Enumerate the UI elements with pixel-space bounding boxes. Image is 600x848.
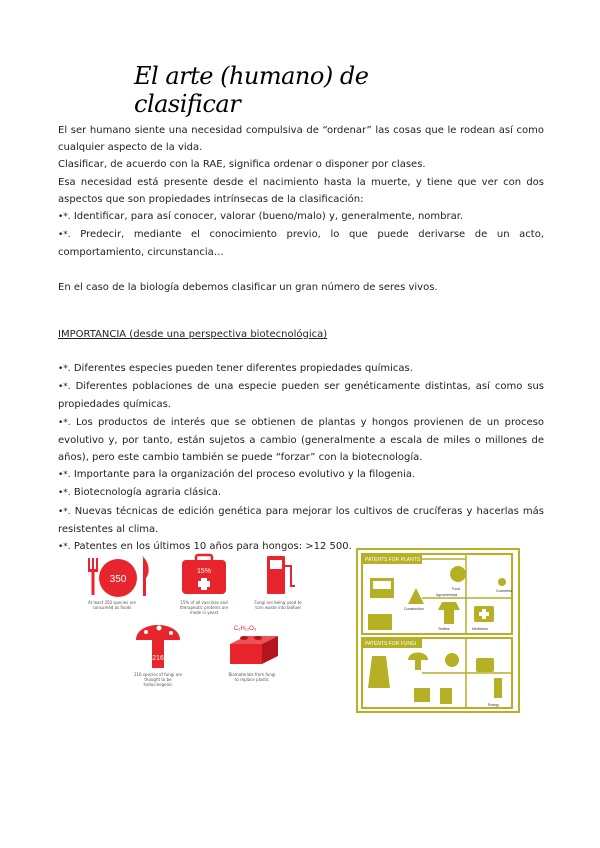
part-label: Agrochemical xyxy=(436,593,458,597)
mushroom-icon xyxy=(408,653,428,661)
plate-icon xyxy=(450,566,466,582)
part-label: Cosmetics xyxy=(496,589,513,593)
list-item: •*. Los productos de interés que se obtienen de plantas y hongos provienen de un proceso evolutivo y, por tanto, están sujetos a cambio (generalmente a escala de miles o millones de años), pero este cambio también se puede “forzar” con la biotecnología. xyxy=(58,416,545,464)
document-body xyxy=(58,122,544,556)
microscope-icon xyxy=(368,656,390,688)
list-item: •*. Biotecnología agraria clásica. xyxy=(58,487,222,499)
caption: At least 350 species are consumed as foods xyxy=(87,600,137,610)
kit-value: 15% xyxy=(196,568,212,575)
list-item: •*. Diferentes especies pueden tener diferentes propiedades químicas. xyxy=(58,363,413,375)
paragraph: Esa necesidad está presente desde el nacimiento hasta la muerte, y tiene que ver con dos aspectos que son propiedades intrínsecas de la clasificación: xyxy=(58,176,544,205)
fungi-infographic xyxy=(80,548,320,718)
caption: Fungi are being used to turn waste into biofuel xyxy=(254,600,302,610)
fuel-icon xyxy=(494,678,502,698)
part-label: Textiles xyxy=(438,627,450,631)
list-item: •*. Identificar, para así conocer, valorar (bueno/malo) y, generalmente, nombrar. xyxy=(58,211,464,223)
caption: 15% of all vaccines and therapeutic proteins are made in yeast xyxy=(179,600,229,615)
caption: 216 species of fungi are thought to be hallucinogenic xyxy=(133,672,183,687)
patents-sprue xyxy=(356,548,520,713)
panel-title: PATENTS FOR PLANTS xyxy=(365,557,421,563)
part-label: Energy xyxy=(488,703,500,707)
section-heading: IMPORTANCIA (desde una perspectiva biotecnológica) xyxy=(58,328,328,340)
tray-icon xyxy=(368,614,392,630)
plate-value: 350 xyxy=(109,574,127,585)
sign-icon xyxy=(440,688,452,704)
shirt-icon xyxy=(438,602,460,624)
paragraph: En el caso de la biología debemos clasificar un gran número de seres vivos. xyxy=(58,281,438,293)
paragraph: El ser humano siente una necesidad compulsiva de “ordenar” las cosas que le rodean así como cualquier aspecto de la vida. xyxy=(58,125,544,154)
fungi-icons xyxy=(80,548,320,718)
formula-label: C₆H₁₂O₆ xyxy=(233,626,257,632)
lego-brick-icon xyxy=(230,636,278,664)
list-item: •*. Predecir, mediante el conocimiento previo, lo que puede derivarse de un acto, comportamiento, circunstancia… xyxy=(58,229,544,259)
panel-title: PATENTS FOR FUNGI xyxy=(365,641,417,647)
fuel-pump-icon xyxy=(267,556,295,594)
caption: Biomaterials from fungi to replace plastic xyxy=(228,672,276,682)
bottle-icon xyxy=(498,578,506,586)
mushroom-value: 216 xyxy=(152,655,164,662)
first-aid-kit-icon xyxy=(476,658,494,672)
fork-icon xyxy=(88,558,98,595)
list-item: •*. Importante para la organización del proceso evolutivo y la filogenia. xyxy=(58,469,416,481)
part-label: Food xyxy=(452,587,460,591)
list-item: •*. Nuevas técnicas de edición genética para mejorar los cultivos de crucíferas y hacerlas más resistentes al clima. xyxy=(58,505,544,535)
knife-icon xyxy=(142,556,149,596)
part-label: Construction xyxy=(404,607,424,611)
page-title: El arte (humano) de clasificar xyxy=(134,62,369,118)
plate-icon xyxy=(445,653,459,667)
tree-icon xyxy=(408,588,424,604)
paragraph: Clasificar, de acuerdo con la RAE, significa ordenar o disponer por clases. xyxy=(58,159,426,171)
list-item: •*. Diferentes poblaciones de una especie pueden ser genéticamente distintas, así como sus propiedades químicas. xyxy=(58,381,544,411)
box-icon xyxy=(414,688,430,702)
list-item: •*. Patentes en los últimos 10 años para hongos: >12 500. xyxy=(58,541,352,553)
patents-infographic xyxy=(356,548,520,713)
part-label: Medicines xyxy=(472,627,488,631)
